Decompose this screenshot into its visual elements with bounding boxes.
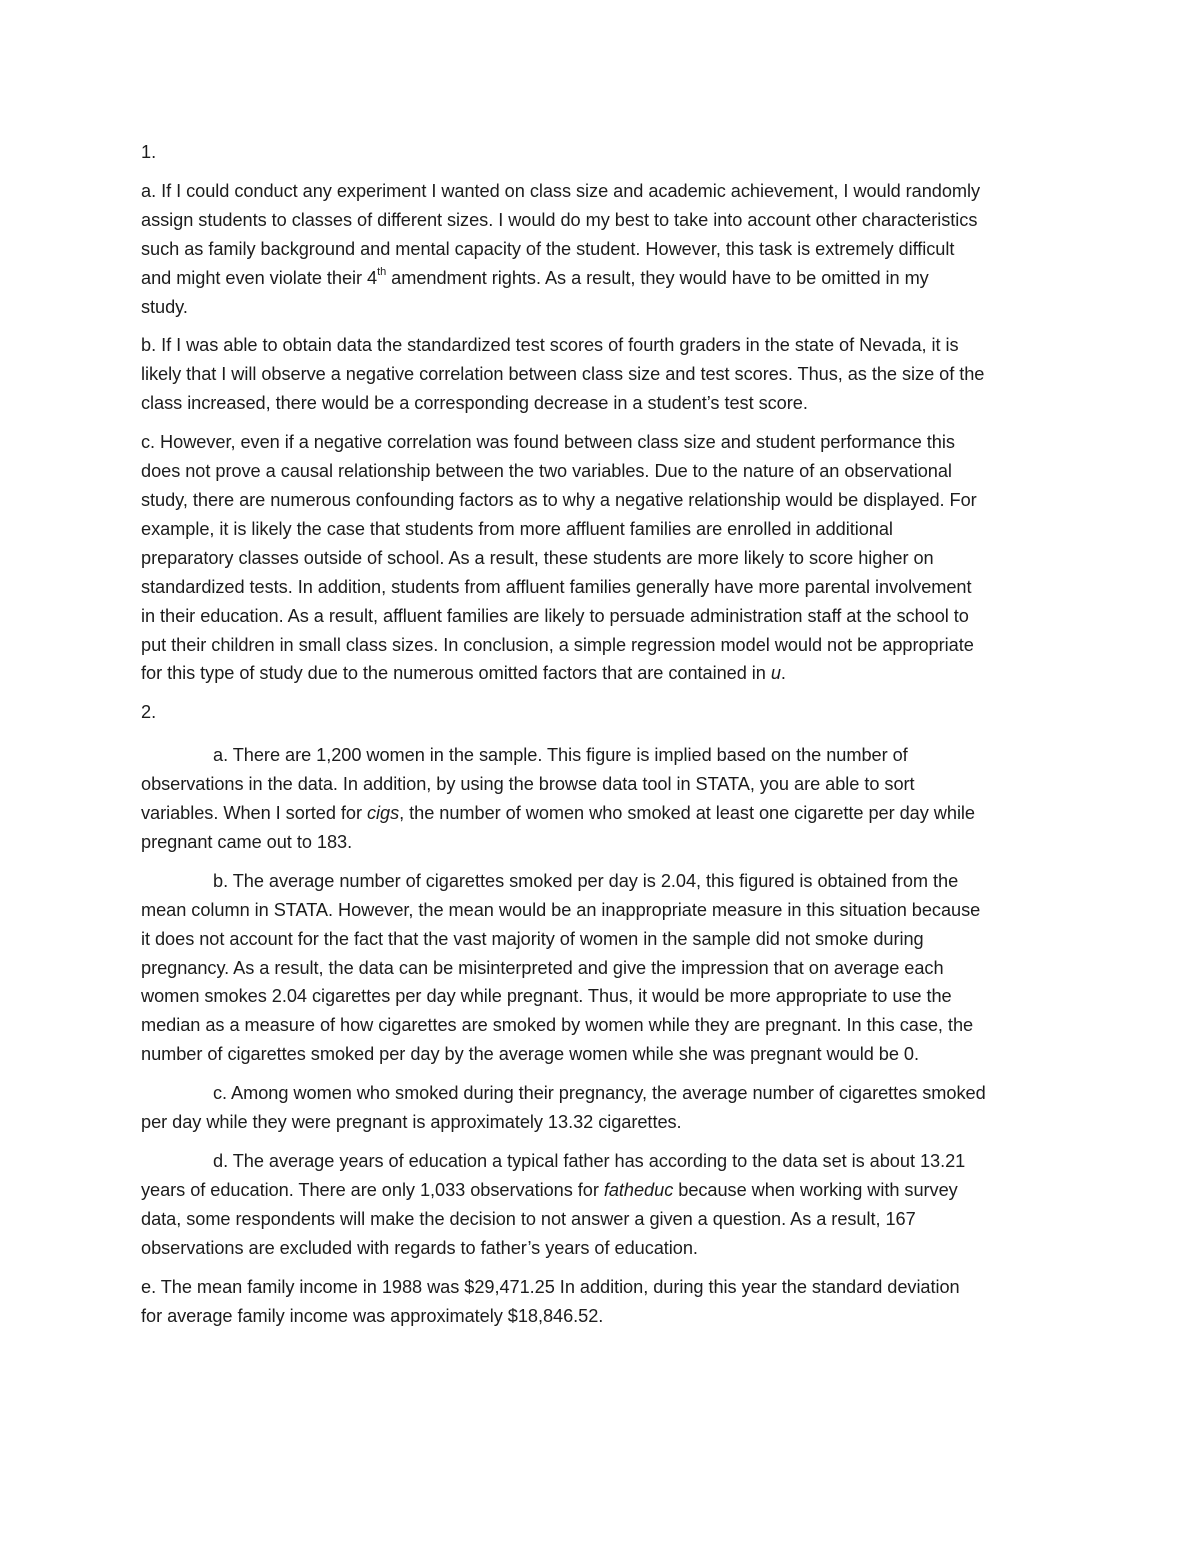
text-line: a. If I could conduct any experiment I wanted on class size and academic achievement, I would randomly	[141, 180, 981, 201]
text-line: number of cigarettes smoked per day by the average women while she was pregnant would be 0.	[141, 1044, 919, 1065]
answer-2b	[141, 867, 1081, 1069]
text-line: for this type of study due to the numerous omitted factors that are contained in u.	[141, 663, 786, 684]
text-line: women smokes 2.04 cigarettes per day while pregnant. Thus, it would be more appropriate to use the	[141, 986, 952, 1007]
text-line: put their children in small class sizes. In conclusion, a simple regression model would not be appropriate	[141, 634, 974, 655]
text-line: b. The average number of cigarettes smoked per day is 2.04, this figured is obtained from the	[213, 870, 959, 891]
answer-2a	[141, 741, 1081, 857]
text-line: per day while they were pregnant is approximately 13.32 cigarettes.	[141, 1112, 682, 1133]
text-line: data, some respondents will make the decision to not answer a given a question. As a result, 167	[141, 1208, 916, 1229]
text-line: pregnant came out to 183.	[141, 831, 353, 852]
text-line: class increased, there would be a corresponding decrease in a student’s test score.	[141, 393, 808, 414]
text-line: mean column in STATA. However, the mean would be an inappropriate measure in this situation because	[141, 899, 981, 920]
text-line: years of education. There are only 1,033 observations for fatheduc because when working with survey	[141, 1179, 958, 1200]
answer-2d	[141, 1147, 1081, 1263]
variable-fatheduc: fatheduc	[603, 1179, 674, 1200]
text-line: preparatory classes outside of school. As a result, these students are more likely to score higher on	[141, 547, 934, 568]
text-line: pregnancy. As a result, the data can be misinterpreted and give the impression that on average each	[141, 957, 944, 978]
text-line: it does not account for the fact that the vast majority of women in the sample did not smoke during	[141, 928, 924, 949]
answer-1a	[141, 177, 1081, 322]
superscript-th: th	[377, 265, 387, 278]
question-1-number: 1.	[141, 142, 157, 162]
text-line: does not prove a causal relationship between the two variables. Due to the nature of an observational	[141, 461, 952, 482]
text-line: observations in the data. In addition, by using the browse data tool in STATA, you are able to sort	[141, 774, 915, 795]
text-line: c. However, even if a negative correlation was found between class size and student performance this	[141, 432, 955, 453]
text-line: for average family income was approximately $18,846.52.	[141, 1305, 604, 1326]
text-line: d. The average years of education a typical father has according to the data set is about 13.21	[213, 1151, 966, 1171]
variable-cigs: cigs	[367, 803, 400, 824]
text-line: e. The mean family income in 1988 was $29,471.25 In addition, during this year the standard deviation	[141, 1276, 960, 1297]
text-line: example, it is likely the case that students from more affluent families are enrolled in additional	[141, 518, 893, 539]
text-line: a. There are 1,200 women in the sample. This figure is implied based on the number of	[213, 745, 908, 766]
text-line: observations are excluded with regards to father’s years of education.	[141, 1237, 698, 1258]
text-line: such as family background and mental capacity of the student. However, this task is extremely difficult	[141, 238, 955, 259]
answer-1b	[141, 331, 1081, 418]
text-line: and might even violate their 4th amendment rights. As a result, they would have to be omitted in my	[141, 265, 929, 288]
answer-1c	[141, 428, 1081, 688]
text-line: variables. When I sorted for cigs, the number of women who smoked at least one cigarette per day while	[141, 803, 975, 824]
question-2-number: 2.	[141, 702, 157, 723]
variable-u: u	[770, 663, 781, 684]
text-line: median as a measure of how cigarettes are smoked by women while they are pregnant. In this case, the	[141, 1015, 974, 1036]
answer-2e	[141, 1273, 1081, 1331]
text-line: in their education. As a result, affluent families are likely to persuade administration staff at the school to	[141, 605, 969, 626]
text-line: likely that I will observe a negative correlation between class size and test scores. Thus, as the size of the	[141, 364, 985, 385]
document-page	[141, 138, 1081, 1330]
text-line: standardized tests. In addition, students from affluent families generally have more parental involvement	[141, 576, 972, 597]
text-line: study.	[141, 296, 188, 317]
text-line: b. If I was able to obtain data the standardized test scores of fourth graders in the state of Nevada, it is	[141, 335, 959, 356]
text-line: assign students to classes of different sizes. I would do my best to take into account other characteristics	[141, 209, 978, 230]
answer-2c	[141, 1079, 1081, 1137]
text-line: study, there are numerous confounding factors as to why a negative relationship would be displayed. For	[141, 489, 977, 510]
text-line: c. Among women who smoked during their pregnancy, the average number of cigarettes smoked	[213, 1083, 986, 1104]
